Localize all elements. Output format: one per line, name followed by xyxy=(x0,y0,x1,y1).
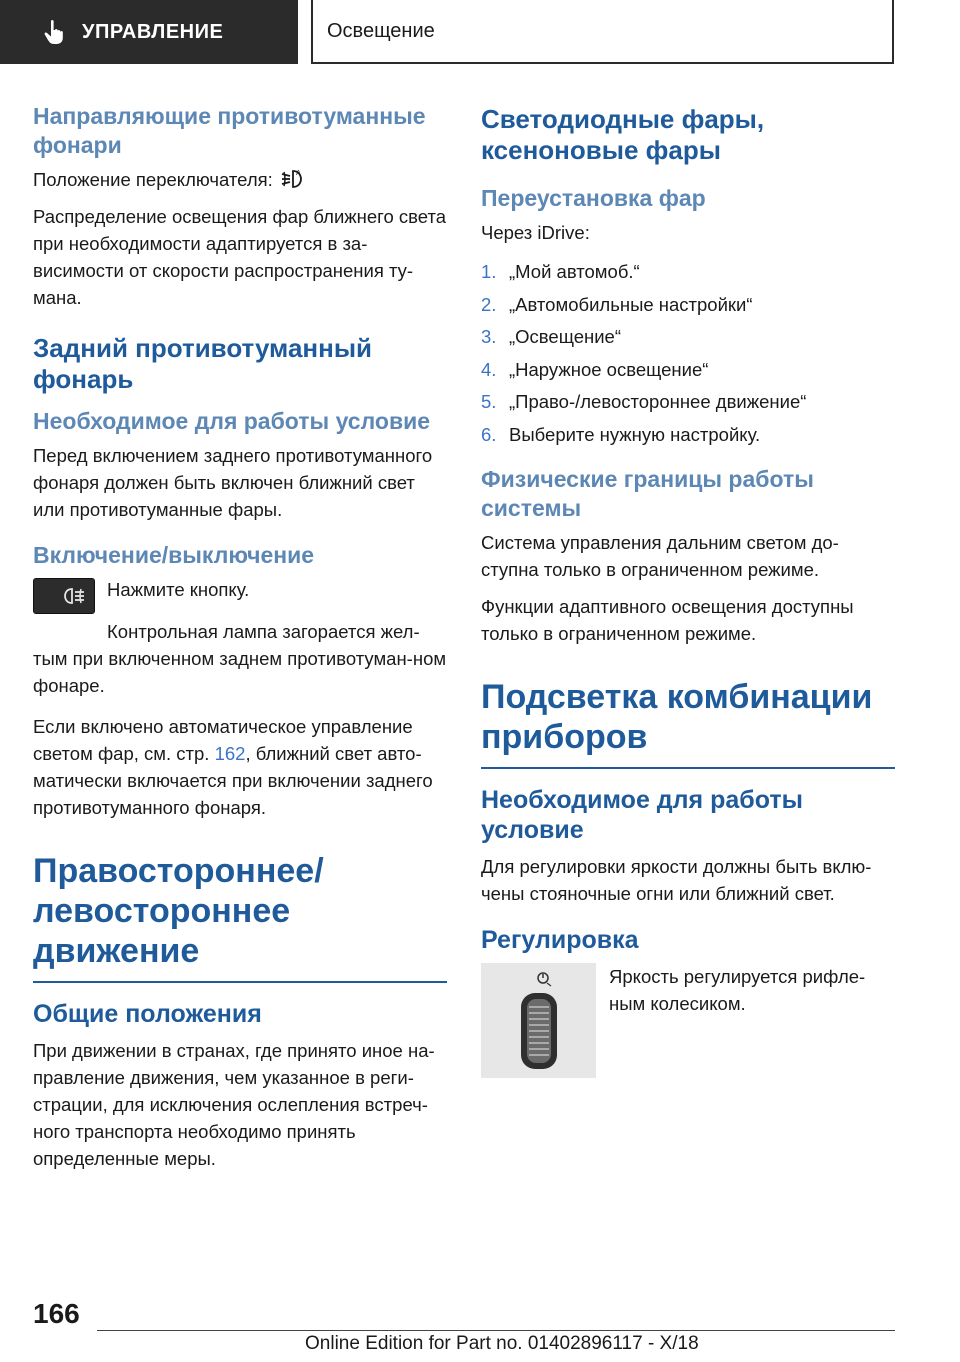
step-number: 3. xyxy=(481,326,497,347)
press-button-text: Нажмите кнопку. xyxy=(107,579,250,600)
auto-headlight-text: Если включено автоматическое управление светом фар, см. стр. 162, ближний свет авто-матически включается при включении заднего противотуманного фонаря. xyxy=(33,716,433,818)
header-section-tab xyxy=(0,0,298,64)
dimmer-wheel-image xyxy=(481,963,596,1078)
heading-rear-fog-requirement: Необходимое для работы условие xyxy=(33,408,431,434)
heading-rule xyxy=(33,981,447,983)
step-number: 1. xyxy=(481,261,497,282)
step-number: 6. xyxy=(481,423,497,445)
heading-instrument-lighting: Подсветка комбинации приборов xyxy=(481,678,873,756)
hand-pointer-icon xyxy=(40,17,70,47)
heading-on-off: Включение/выключение xyxy=(33,542,315,568)
idrive-step xyxy=(481,419,895,452)
section-title: УПРАВЛЕНИЕ xyxy=(82,20,224,43)
step-text: „Наружное освещение“ xyxy=(509,358,709,380)
footer-edition: Online Edition for Part no. 01402896117 - X/18 xyxy=(305,1333,699,1354)
idrive-step xyxy=(481,386,895,419)
dimmer-wheel-figure xyxy=(481,963,895,1078)
step-text: „Автомобильные настройки“ xyxy=(509,293,753,315)
heading-headlight-reset: Переустановка фар xyxy=(481,185,706,211)
step-text: „Мой автомоб.“ xyxy=(509,261,640,282)
rear-fog-button-figure xyxy=(33,576,447,614)
fog-light-distribution-text: Распределение освещения фар ближнего света при необходимости адаптируется в за-висимости от скорости распространения ту-мана. xyxy=(33,206,447,308)
heading-led-xenon: Светодиодные фары, ксеноновые фары xyxy=(481,104,765,165)
heading-fog-lights: Направляющие противотуманные фонари xyxy=(33,103,426,158)
page-number: 166 xyxy=(33,1298,80,1329)
heading-system-limits: Физические границы работы системы xyxy=(481,466,814,521)
switch-position-text: Положение переключателя: A xyxy=(33,166,447,193)
step-number: 2. xyxy=(481,293,497,315)
limits-text-2: Функции адаптивного освещения доступны только в ограниченном режиме. xyxy=(481,596,854,644)
indicator-lamp-text: Контрольная лампа загорается жел-тым при включенном заднем противотуман-ном фонаре. xyxy=(33,621,447,696)
step-number: 4. xyxy=(481,358,497,380)
idrive-step xyxy=(481,321,895,354)
step-text: „Освещение“ xyxy=(509,326,622,347)
heading-rule xyxy=(481,767,895,769)
idrive-steps-list xyxy=(481,256,895,451)
heading-adjustment: Регулировка xyxy=(481,926,639,954)
heading-general: Общие положения xyxy=(33,1000,262,1028)
via-idrive-text: Через iDrive: xyxy=(481,222,590,243)
chapter-title: Освещение xyxy=(327,19,435,42)
step-text: „Право-/левостороннее движение“ xyxy=(509,391,807,412)
instrument-requirement-text: Для регулировки яркости должны быть вклю-чены стояночные огни или ближний свет. xyxy=(481,856,872,904)
limits-text-1: Система управления дальним светом до-ступна только в ограниченном режиме. xyxy=(481,532,839,580)
heading-right-left-traffic: Правостороннее/ левостороннее движение xyxy=(33,852,324,970)
page-link-162[interactable]: 162 xyxy=(214,743,246,764)
idrive-step xyxy=(481,256,895,289)
idrive-step xyxy=(481,354,895,387)
step-text: Выберите нужную настройку. xyxy=(509,423,761,445)
svg-text:A: A xyxy=(295,169,301,177)
general-text: При движении в странах, где принято иное на-правление движения, чем указанное в реги-страции, для исключения ослепления встреч-ного транспорта необходимо принять определенные меры. xyxy=(33,1040,435,1169)
left-column xyxy=(33,96,447,1182)
fog-light-switch-icon xyxy=(279,168,305,190)
rear-fog-button-image xyxy=(33,578,95,614)
rear-fog-requirement-text: Перед включением заднего противотуманного фонаря должен быть включен ближний свет или противотуманные фары. xyxy=(33,445,433,520)
header-chapter-box xyxy=(311,0,894,64)
heading-rear-fog-light: Задний противотуманный фонарь xyxy=(33,333,373,394)
footer-rule xyxy=(97,1330,895,1331)
dimmer-wheel-icon xyxy=(509,971,569,1071)
right-column xyxy=(481,96,895,1084)
rear-fog-light-icon xyxy=(62,586,88,606)
adjustment-text: Яркость регулируется рифле-ным колесиком. xyxy=(609,966,866,1014)
heading-instrument-requirement: Необходимое для работы условие xyxy=(481,786,803,844)
step-number: 5. xyxy=(481,391,497,412)
idrive-step xyxy=(481,289,895,322)
